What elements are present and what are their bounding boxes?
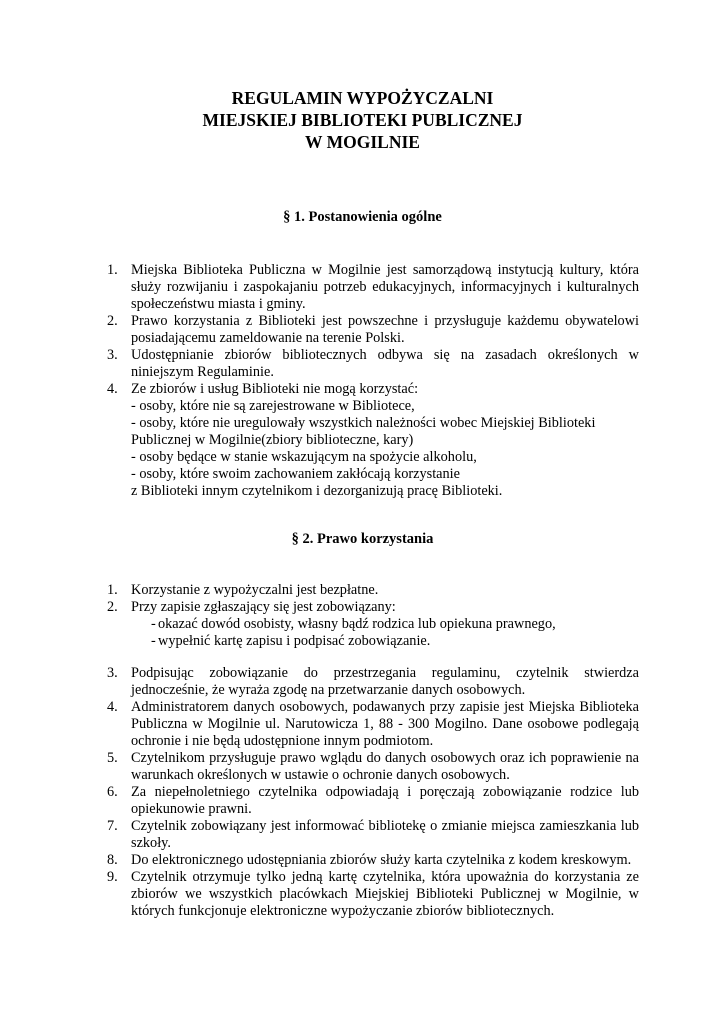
item-subline: z Biblioteki innym czytelnikom i dezorganizują pracę Biblioteki. [131, 483, 503, 499]
list-item [107, 699, 639, 750]
dash-item [131, 633, 639, 650]
list-item [107, 582, 639, 599]
dash-mark: - [151, 616, 156, 632]
item-subline: - osoby, które nie są zarejestrowane w Bibliotece, [131, 398, 415, 414]
item-number: 3. [107, 347, 118, 363]
list-item [107, 750, 639, 784]
item-number: 5. [107, 750, 118, 766]
dash-mark: - [151, 633, 156, 649]
item-text: Administratorem danych osobowych, podawanych przy zapisie jest Miejska Biblioteka Publiczna w Mogilnie ul. Narutowicza 1, 88 - 300 Mogilno. Dane osobowe podlegają ochronie i nie będą udostępnione innym podmiotom. [131, 699, 639, 749]
item-text: Ze zbiorów i usług Biblioteki nie mogą korzystać: [131, 381, 419, 397]
item-number: 4. [107, 381, 118, 397]
document-title-line-1: REGULAMIN WYPOŻYCZALNI [231, 88, 494, 108]
item-number: 1. [107, 262, 118, 278]
dash-text: wypełnić kartę zapisu i podpisać zobowiązanie. [158, 633, 431, 649]
section-1-heading: § 1. Postanowienia ogólne [283, 209, 442, 225]
dash-list [131, 616, 639, 650]
document-title-line-3: W MOGILNIE [305, 132, 420, 152]
list-item [107, 313, 639, 347]
section-2-heading: § 2. Prawo korzystania [291, 531, 434, 547]
item-number: 8. [107, 852, 118, 868]
item-subline: - osoby, które swoim zachowaniem zakłócają korzystanie [131, 466, 460, 482]
item-number: 9. [107, 869, 118, 885]
item-text: Miejska Biblioteka Publiczna w Mogilnie jest samorządową instytucją kultury, która służy rozwijaniu i zaspokajaniu potrzeb edukacyjnych, informacyjnych i kulturalnych społeczeństwu miasta i gminy. [131, 262, 639, 312]
item-text: Podpisując zobowiązanie do przestrzegania regulaminu, czytelnik stwierdza jednocześnie, że wyraża zgodę na przetwarzanie danych osobowych. [131, 665, 639, 698]
item-text: Prawo korzystania z Biblioteki jest powszechne i przysługuje każdemu obywatelowi posiadającemu zameldowanie na terenie Polski. [131, 313, 639, 346]
list-item [107, 381, 639, 500]
list-item [107, 818, 639, 852]
section-2-list-a [107, 582, 639, 650]
item-text: Udostępnianie zbiorów bibliotecznych odbywa się na zasadach określonych w niniejszym Regulaminie. [131, 347, 639, 380]
item-number: 3. [107, 665, 118, 681]
item-text: Do elektronicznego udostępniania zbiorów służy karta czytelnika z kodem kreskowym. [131, 852, 632, 868]
item-number: 2. [107, 599, 118, 615]
document-title-line-2: MIEJSKIEJ BIBLIOTEKI PUBLICZNEJ [202, 110, 523, 130]
item-text: Za niepełnoletniego czytelnika odpowiadają i poręczają zobowiązanie rodzice lub opiekunowie prawni. [131, 784, 639, 817]
list-item [107, 347, 639, 381]
list-item [107, 665, 639, 699]
list-item [107, 784, 639, 818]
dash-item [131, 616, 639, 633]
item-subline: - osoby, które nie uregulowały wszystkich należności wobec Miejskiej Biblioteki Publicznej w Mogilnie(zbiory biblioteczne, kary) [131, 415, 596, 448]
item-number: 1. [107, 582, 118, 598]
item-text: Przy zapisie zgłaszający się jest zobowiązany: [131, 599, 396, 615]
item-text: Czytelnik otrzymuje tylko jedną kartę czytelnika, która upoważnia do korzystania ze zbiorów we wszystkich placówkach Miejskiej Biblioteki Publicznej w Mogilnie, w których funkcjonuje elektroniczne wypożyczanie zbiorów bibliotecznych. [131, 869, 639, 919]
item-number: 4. [107, 699, 118, 715]
list-item [107, 869, 639, 920]
item-text: Czytelnikom przysługuje prawo wglądu do danych osobowych oraz ich poprawienie na warunkach określonych w ustawie o ochronie danych osobowych. [131, 750, 639, 783]
item-text: Czytelnik zobowiązany jest informować bibliotekę o zmianie miejsca zamieszkania lub szkoły. [131, 818, 639, 851]
dash-text: okazać dowód osobisty, własny bądź rodzica lub opiekuna prawnego, [158, 616, 556, 632]
item-number: 6. [107, 784, 118, 800]
item-number: 7. [107, 818, 118, 834]
item-number: 2. [107, 313, 118, 329]
section-2-list-b [107, 665, 639, 920]
section-1-list [107, 262, 639, 500]
list-item [107, 852, 639, 869]
item-subline: - osoby będące w stanie wskazującym na spożycie alkoholu, [131, 449, 477, 465]
list-item [107, 599, 639, 650]
item-text: Korzystanie z wypożyczalni jest bezpłatne. [131, 582, 379, 598]
list-item [107, 262, 639, 313]
